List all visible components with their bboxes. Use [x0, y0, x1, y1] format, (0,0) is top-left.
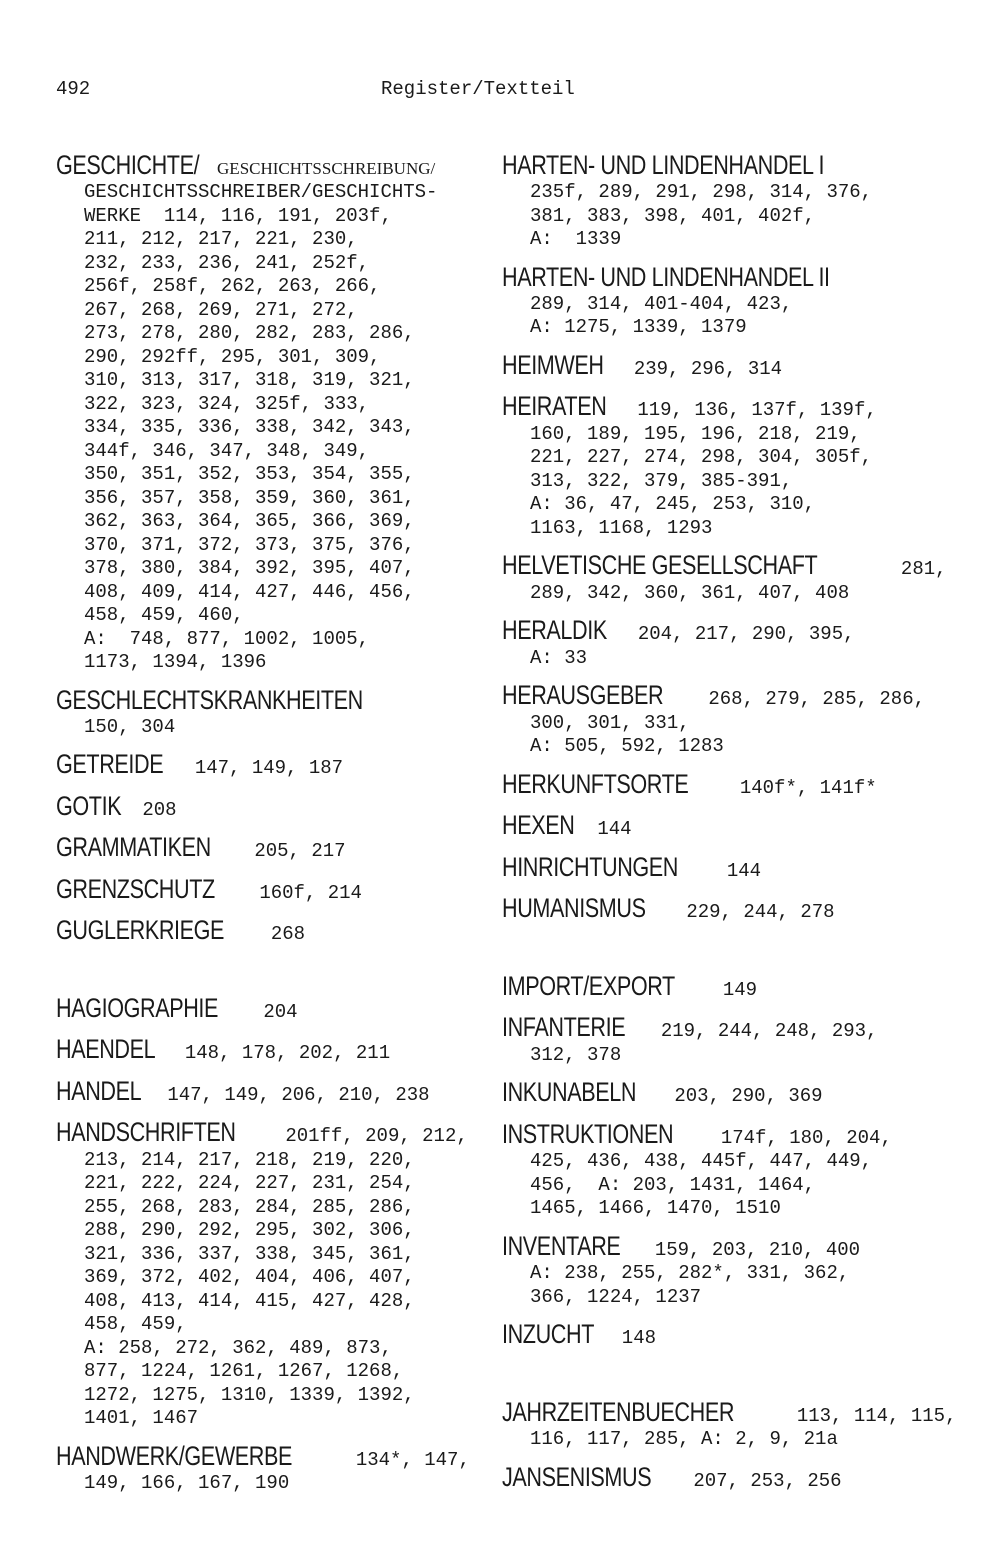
entry-gap	[502, 540, 972, 550]
entry-gap	[502, 381, 972, 391]
entry-pages: 148	[598, 1327, 657, 1349]
entry-pages: 148, 178, 202, 211	[162, 1042, 391, 1064]
entry-headword: GRAMMATIKEN	[56, 832, 211, 862]
index-entry	[502, 262, 972, 340]
entry-continuation: A: 36, 47, 245, 253, 310,	[530, 493, 816, 515]
index-entry	[502, 391, 972, 540]
entry-headword: HARTEN- UND LINDENHANDEL I	[502, 150, 825, 180]
entry-pages: 144	[704, 859, 762, 882]
entry-pages: 119, 136, 137f, 139f,	[614, 399, 877, 421]
entry-gap	[56, 1431, 486, 1441]
entry-first-line	[502, 1231, 972, 1263]
entry-headword: HUMANISMUS	[502, 893, 646, 923]
entry-headword: JAHRZEITENBUECHER	[502, 1396, 735, 1427]
entry-first-line	[502, 810, 972, 842]
entry-continuation: 211, 212, 217, 221, 230,	[84, 228, 358, 250]
index-entry	[56, 915, 486, 947]
entry-first-line	[502, 769, 972, 801]
entry-continuation: 288, 290, 292, 295, 302, 306,	[84, 1219, 415, 1241]
entry-continuation: 370, 371, 372, 373, 375, 376,	[84, 533, 415, 556]
entry-headword: HAENDEL	[56, 1034, 156, 1064]
entry-headword: IMPORT/EXPORT	[502, 970, 675, 1001]
entry-gap	[502, 800, 972, 810]
entry-headword: HANDEL	[56, 1075, 142, 1106]
entry-continuation: 458, 459, 460,	[84, 604, 244, 626]
entry-continuation: 312, 378	[530, 1043, 622, 1066]
entry-first-line	[502, 893, 972, 925]
entry-gap	[502, 1452, 972, 1462]
entry-continuation: 369, 372, 402, 404, 406, 407,	[84, 1266, 415, 1288]
entry-continuation: A: 258, 272, 362, 489, 873,	[84, 1336, 392, 1359]
index-entry	[56, 993, 486, 1025]
index-entry	[56, 1034, 486, 1066]
index-entry	[502, 680, 972, 759]
entry-continuation: 321, 336, 337, 338, 345, 361,	[84, 1242, 415, 1265]
entry-continuation: 344f, 346, 347, 348, 349,	[84, 439, 370, 462]
entry-continuation: 378, 380, 384, 392, 395, 407,	[84, 557, 415, 579]
entry-continuation: 1173, 1394, 1396	[84, 651, 267, 673]
entry-pages: 147, 149, 206, 210, 238	[144, 1083, 430, 1106]
entry-continuation: 456, A: 203, 1431, 1464,	[530, 1173, 816, 1196]
entry-first-line	[502, 262, 972, 293]
entry-first-line	[502, 1397, 972, 1429]
entry-gap	[502, 842, 972, 852]
entry-pages: 268, 279, 285, 286,	[685, 688, 926, 710]
entry-continuation: 366, 1224, 1237	[530, 1285, 702, 1308]
entry-first-line	[56, 832, 486, 864]
entry-gap	[502, 605, 972, 615]
entry-pages: 208	[119, 798, 177, 821]
entry-pages: 239, 296, 314	[611, 357, 783, 380]
entry-continuation: 313, 322, 379, 385-391,	[530, 469, 793, 492]
entry-first-line	[56, 993, 486, 1025]
entry-gap	[56, 822, 486, 832]
entry-gap	[56, 1024, 486, 1034]
entry-continuation: 425, 436, 438, 445f, 447, 449,	[530, 1150, 873, 1172]
entry-pages: 174f, 180, 204,	[698, 1126, 892, 1149]
entry-pages: 113, 114, 115,	[774, 1404, 957, 1427]
entry-gap	[502, 1109, 972, 1119]
entry-continuation: 116, 117, 285, A: 2, 9, 21a	[530, 1428, 838, 1450]
entry-gap	[56, 864, 486, 874]
running-title: Register/Textteil	[381, 78, 575, 100]
entry-first-line	[56, 1034, 486, 1066]
entry-gap	[502, 1002, 972, 1012]
entry-pages: 204, 217, 290, 395,	[615, 623, 855, 645]
entry-continuation: 1465, 1466, 1470, 1510	[530, 1197, 781, 1219]
index-entry	[56, 150, 486, 675]
entry-continuation: 160, 189, 195, 196, 218, 219,	[530, 422, 861, 445]
entry-continuation: 381, 383, 398, 401, 402f,	[530, 204, 816, 227]
entry-pages: 205, 217	[231, 840, 346, 862]
entry-pages: 160f, 214	[236, 881, 362, 904]
entry-continuation: 255, 268, 283, 284, 285, 286,	[84, 1195, 415, 1218]
entry-continuation: 221, 227, 274, 298, 304, 305f,	[530, 446, 873, 468]
page-header	[56, 78, 646, 108]
entry-continuation: 213, 214, 217, 218, 219, 220,	[84, 1148, 415, 1171]
page-number: 492	[56, 78, 91, 100]
entry-continuation: 235f, 289, 291, 298, 314, 376,	[530, 181, 873, 203]
entry-headword: HEIMWEH	[502, 349, 604, 380]
entry-first-line	[56, 150, 486, 181]
entry-headword-sub: GESCHICHTSSCHREIBUNG/	[217, 159, 436, 178]
entry-gap	[56, 781, 486, 791]
index-entry	[502, 1462, 972, 1494]
entry-continuation: 1163, 1168, 1293	[530, 516, 713, 539]
entry-headword: GESCHLECHTSKRANKHEITEN	[56, 684, 363, 715]
entry-headword: INVENTARE	[502, 1230, 621, 1261]
entry-gap	[502, 1067, 972, 1077]
entry-headword: HINRICHTUNGEN	[502, 851, 678, 882]
index-entry	[502, 550, 972, 605]
index-entry	[502, 350, 972, 382]
entry-pages: 159, 203, 210, 400	[632, 1238, 861, 1261]
entry-headword: HEXEN	[502, 810, 575, 840]
index-entry	[56, 832, 486, 864]
index-entry	[56, 685, 486, 740]
entry-continuation: 334, 335, 336, 338, 342, 343,	[84, 416, 415, 438]
entry-first-line	[502, 680, 972, 712]
entry-first-line	[56, 874, 486, 906]
entry-gap	[502, 340, 972, 350]
entry-pages: 219, 244, 248, 293,	[638, 1020, 878, 1042]
index-entry	[502, 810, 972, 842]
index-entry	[56, 1117, 486, 1431]
entry-first-line	[502, 150, 972, 181]
entry-continuation: 149, 166, 167, 190	[84, 1472, 290, 1494]
entry-headword: GOTIK	[56, 790, 122, 821]
entry-continuation: 300, 301, 331,	[530, 711, 690, 734]
entry-headword: HERALDIK	[502, 615, 607, 645]
entry-pages: 201ff, 209, 212,	[262, 1125, 468, 1147]
index-entry	[502, 893, 972, 925]
index-entry	[502, 1231, 972, 1310]
index-entry	[56, 1441, 486, 1496]
entry-continuation: 267, 268, 269, 271, 272,	[84, 298, 358, 321]
entry-continuation: A: 748, 877, 1002, 1005,	[84, 627, 370, 650]
entry-first-line	[56, 791, 486, 823]
section-gap	[502, 925, 972, 971]
entry-headword: HANDSCHRIFTEN	[56, 1117, 236, 1147]
entry-pages: 207, 253, 256	[670, 1469, 842, 1492]
index-entry	[502, 1119, 972, 1221]
entry-gap	[56, 1107, 486, 1117]
entry-pages: 147, 149, 187	[172, 757, 344, 779]
entry-gap	[502, 1309, 972, 1319]
entry-pages: 134*, 147,	[333, 1448, 470, 1471]
entry-first-line	[502, 1319, 972, 1351]
entry-headword: GETREIDE	[56, 749, 164, 779]
entry-headword: INSTRUKTIONEN	[502, 1118, 674, 1149]
entry-pages: 149	[700, 978, 758, 1001]
entry-first-line	[502, 391, 972, 423]
entry-headword: HEIRATEN	[502, 391, 607, 421]
entry-headword: GESCHICHTE/	[56, 150, 200, 180]
entry-continuation: 877, 1224, 1261, 1267, 1268,	[84, 1360, 404, 1382]
entry-continuation: A: 238, 255, 282*, 331, 362,	[530, 1262, 850, 1284]
index-entry	[56, 1076, 486, 1108]
index-entry	[502, 1319, 972, 1351]
entry-continuation: 350, 351, 352, 353, 354, 355,	[84, 463, 415, 485]
entry-headword: INZUCHT	[502, 1319, 594, 1349]
entry-first-line	[56, 915, 486, 947]
left-column	[56, 150, 486, 1496]
entry-first-line	[56, 1117, 486, 1149]
entry-first-line	[502, 1077, 972, 1109]
entry-headword: INKUNABELN	[502, 1077, 637, 1107]
entry-continuation: 273, 278, 280, 282, 283, 286,	[84, 322, 415, 344]
entry-first-line	[502, 1119, 972, 1151]
entry-first-line	[502, 971, 972, 1003]
entry-continuation: 256f, 258f, 262, 263, 266,	[84, 275, 381, 297]
entry-gap	[502, 670, 972, 680]
entry-first-line	[56, 1076, 486, 1108]
index-entry	[502, 1012, 972, 1067]
entry-continuation: 322, 323, 324, 325f, 333,	[84, 392, 370, 415]
entry-first-line	[56, 1441, 486, 1473]
entry-gap	[56, 905, 486, 915]
entry-continuation: 408, 413, 414, 415, 427, 428,	[84, 1289, 415, 1312]
entry-pages: 229, 244, 278	[663, 901, 835, 923]
entry-headword: HAGIOGRAPHIE	[56, 992, 219, 1023]
section-gap	[502, 1351, 972, 1397]
entry-gap	[502, 1221, 972, 1231]
entry-continuation: 1401, 1467	[84, 1407, 199, 1429]
entry-pages: 140f*, 141f*	[717, 776, 877, 799]
index-entry	[502, 1397, 972, 1452]
entry-continuation: 289, 342, 360, 361, 407, 408	[530, 581, 850, 604]
entry-continuation: 356, 357, 358, 359, 360, 361,	[84, 486, 415, 509]
entry-pages: 281,	[878, 558, 947, 580]
section-gap	[56, 947, 486, 993]
index-entry	[502, 769, 972, 801]
entry-continuation: 1272, 1275, 1310, 1339, 1392,	[84, 1383, 415, 1406]
index-entry	[502, 852, 972, 884]
entry-continuation: A: 33	[530, 646, 588, 669]
entry-gap	[502, 883, 972, 893]
entry-continuation: 408, 409, 414, 427, 446, 456,	[84, 580, 415, 603]
entry-first-line	[56, 685, 486, 716]
entry-continuation: 458, 459,	[84, 1313, 187, 1335]
index-entry	[502, 971, 972, 1003]
entry-continuation: 289, 314, 401-404, 423,	[530, 292, 793, 315]
entry-headword: HANDWERK/GEWERBE	[56, 1440, 293, 1471]
entry-gap	[56, 675, 486, 685]
entry-first-line	[502, 1012, 972, 1044]
entry-pages: 268	[248, 923, 306, 945]
entry-first-line	[502, 1462, 972, 1494]
index-entry	[502, 1077, 972, 1109]
index-entry	[56, 791, 486, 823]
entry-continuation: A: 505, 592, 1283	[530, 735, 724, 757]
entry-continuation: 310, 313, 317, 318, 319, 321,	[84, 369, 415, 391]
entry-headword: HERKUNFTSORTE	[502, 768, 689, 799]
entry-first-line	[502, 615, 972, 647]
entry-headword: GRENZSCHUTZ	[56, 873, 215, 904]
entry-headword: INFANTERIE	[502, 1012, 626, 1042]
entry-first-line	[502, 350, 972, 382]
entry-headword: HERAUSGEBER	[502, 680, 664, 710]
entry-continuation: 221, 222, 224, 227, 231, 254,	[84, 1172, 415, 1194]
index-entry	[56, 749, 486, 781]
index-entry	[502, 615, 972, 670]
entry-headword: GUGLERKRIEGE	[56, 915, 225, 945]
entry-pages: 144	[574, 818, 632, 840]
entry-continuation: A: 1339	[530, 228, 622, 250]
entry-first-line	[502, 852, 972, 884]
index-entry	[502, 150, 972, 252]
entry-gap	[56, 739, 486, 749]
entry-gap	[502, 759, 972, 769]
entry-first-line	[56, 749, 486, 781]
entry-continuation: A: 1275, 1339, 1379	[530, 316, 747, 338]
entry-continuation: 290, 292ff, 295, 301, 309,	[84, 345, 381, 368]
entry-continuation: 362, 363, 364, 365, 366, 369,	[84, 510, 415, 532]
index-entry	[56, 874, 486, 906]
entry-continuation: 232, 233, 236, 241, 252f,	[84, 251, 370, 274]
entry-gap	[502, 252, 972, 262]
entry-headword: HARTEN- UND LINDENHANDEL II	[502, 261, 830, 292]
entry-gap	[56, 1066, 486, 1076]
entry-first-line	[502, 550, 972, 582]
entry-pages: 204	[240, 1000, 298, 1023]
entry-continuation: WERKE 114, 116, 191, 203f,	[84, 204, 392, 227]
entry-continuation: GESCHICHTSSCHREIBER/GESCHICHTS-	[84, 181, 438, 203]
entry-headword: HELVETISCHE GESELLSCHAFT	[502, 550, 818, 580]
entry-headword: JANSENISMUS	[502, 1461, 652, 1492]
entry-pages: 203, 290, 369	[651, 1085, 823, 1107]
right-column	[502, 150, 972, 1493]
entry-continuation: 150, 304	[84, 715, 176, 738]
